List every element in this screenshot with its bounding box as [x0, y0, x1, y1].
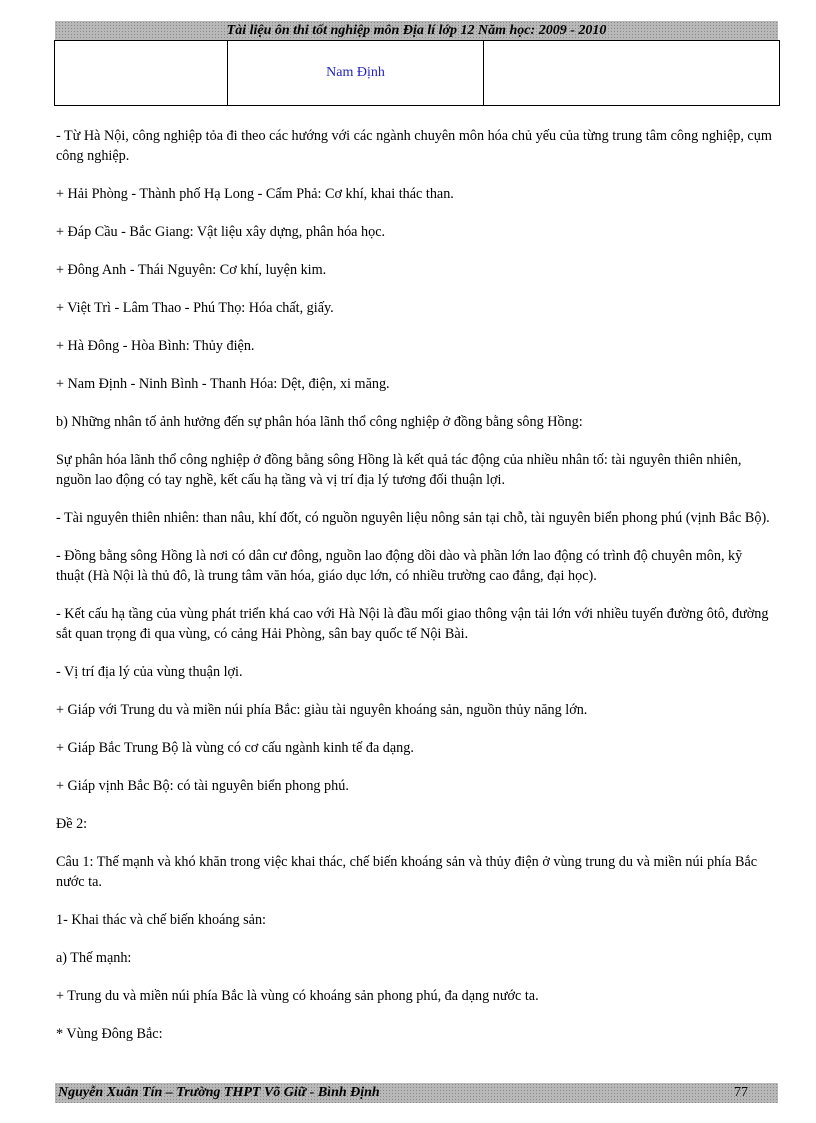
document-body — [56, 126, 772, 1062]
table-cell — [55, 41, 228, 106]
paragraph: + Hà Đông - Hòa Bình: Thủy điện. — [56, 338, 255, 354]
table-fragment — [54, 40, 780, 106]
paragraph: Câu 1: Thế mạnh và khó khăn trong việc khai thác, chế biến khoáng sản và thủy điện ở vùng trung du và miền núi phía Bắc nước ta. — [56, 854, 758, 890]
page-number: 77 — [734, 1085, 748, 1100]
paragraph: - Vị trí địa lý của vùng thuận lợi. — [56, 664, 243, 680]
page-footer — [55, 1083, 778, 1103]
paragraph: - Từ Hà Nội, công nghiệp tỏa đi theo các hướng với các ngành chuyên môn hóa chủ yếu của từng trung tâm công nghiệp, cụm công nghiệp. — [56, 128, 772, 164]
paragraph: + Đông Anh - Thái Nguyên: Cơ khí, luyện kim. — [56, 262, 327, 278]
paragraph: - Tài nguyên thiên nhiên: than nâu, khí đốt, có nguồn nguyên liệu nông sản tại chỗ, tài nguyên biển phong phú (vịnh Bắc Bộ). — [56, 510, 770, 526]
paragraph: + Giáp Bắc Trung Bộ là vùng có cơ cấu ngành kinh tế đa dạng. — [56, 740, 414, 756]
paragraph: a) Thế mạnh: — [56, 950, 132, 966]
paragraph: + Giáp vịnh Bắc Bộ: có tài nguyên biển phong phú. — [56, 778, 349, 794]
paragraph: + Giáp với Trung du và miền núi phía Bắc: giàu tài nguyên khoáng sản, nguồn thủy năng lớn. — [56, 702, 588, 718]
paragraph: + Nam Định - Ninh Bình - Thanh Hóa: Dệt, điện, xi măng. — [56, 376, 390, 392]
paragraph: 1- Khai thác và chế biến khoáng sản: — [56, 912, 266, 928]
paragraph: * Vùng Đông Bắc: — [56, 1026, 163, 1042]
paragraph: b) Những nhân tố ảnh hưởng đến sự phân hóa lãnh thổ công nghiệp ở đồng bằng sông Hồng: — [56, 414, 583, 430]
table-row — [55, 41, 780, 106]
table-cell — [484, 41, 780, 106]
paragraph: + Trung du và miền núi phía Bắc là vùng có khoáng sản phong phú, đa dạng nước ta. — [56, 988, 539, 1004]
paragraph: Đề 2: — [56, 816, 88, 832]
paragraph: Sự phân hóa lãnh thổ công nghiệp ở đồng bằng sông Hồng là kết quả tác động của nhiều nhân tố: tài nguyên thiên nhiên, nguồn lao động có tay nghề, kết cấu hạ tầng và vị trí địa lý tương đối thuận lợi. — [56, 452, 742, 488]
page-header: Tài liệu ôn thi tốt nghiệp môn Địa lí lớp 12 Năm học: 2009 - 2010 — [55, 21, 778, 40]
paragraph: + Việt Trì - Lâm Thao - Phú Thọ: Hóa chất, giấy. — [56, 300, 334, 316]
paragraph: - Đồng bằng sông Hồng là nơi có dân cư đông, nguồn lao động dồi dào và phần lớn lao động có trình độ chuyên môn, kỹ thuật (Hà Nội là thủ đô, là trung tâm văn hóa, giáo dục lớn, có nhiều trường cao đẳng, đại học). — [56, 548, 743, 584]
footer-author: Nguyễn Xuân Tín – Trường THPT Võ Giữ - Bình Định — [58, 1085, 380, 1100]
paragraph: + Hải Phòng - Thành phố Hạ Long - Cẩm Phả: Cơ khí, khai thác than. — [56, 186, 454, 202]
paragraph: + Đáp Cầu - Bắc Giang: Vật liệu xây dựng, phân hóa học. — [56, 224, 386, 240]
table-cell: Nam Định — [228, 41, 484, 106]
paragraph: - Kết cấu hạ tầng của vùng phát triển khá cao với Hà Nội là đầu mối giao thông vận tải lớn với nhiều tuyến đường ôtô, đường sắt quan trọng đi qua vùng, có cảng Hải Phòng, sân bay quốc tế Nội Bài. — [56, 606, 769, 642]
